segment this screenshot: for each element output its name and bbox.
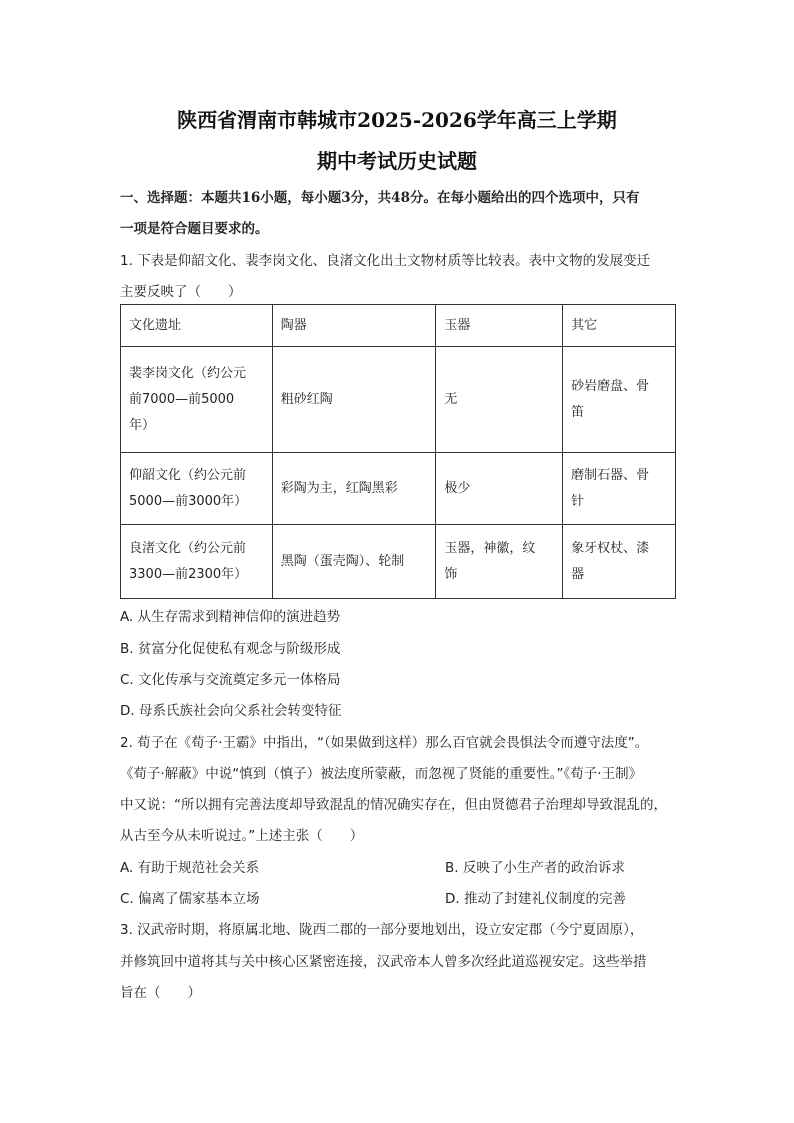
q3-stem-line2: 并修筑回中道将其与关中核心区紧密连接，汉武帝本人曾多次经此道巡视安定。这些举措 <box>120 954 647 970</box>
cell-line: 针 <box>571 493 585 509</box>
cell-line: 仰韶文化（约公元前 <box>129 467 247 483</box>
q1-stem-line1: 1. 下表是仰韶文化、裴李岗文化、良渚文化出土文物材质等比较表。表中文物的发展变迁 <box>120 253 651 269</box>
table-cell-other <box>563 525 676 599</box>
table-cell-jade <box>436 525 563 599</box>
page-subtitle: 期中考试历史试题 <box>317 149 477 173</box>
table-row <box>121 525 676 599</box>
cell-line: 砂岩磨盘、骨 <box>571 378 650 394</box>
q1-stem-line2: 主要反映了（ ） <box>120 284 242 300</box>
table-header-cell: 其它 <box>563 305 676 347</box>
q2-option-c: C. 偏离了儒家基本立场 <box>120 891 260 907</box>
q1-option-a: A. 从生存需求到精神信仰的演进趋势 <box>120 609 341 625</box>
table-cell-pottery <box>272 453 436 525</box>
page-title: 陕西省渭南市韩城市2025-2026学年高三上学期 <box>177 108 617 132</box>
q3-stem-line1: 3. 汉武帝时期，将原属北地、陇西二郡的一部分要地划出，设立安定郡（今宁夏固原）， <box>120 922 644 938</box>
table-cell-pottery <box>272 525 436 599</box>
cell-line: 3300—前2300年） <box>129 566 248 582</box>
q1-option-d: D. 母系氏族社会向父系社会转变特征 <box>120 703 342 719</box>
cell-line: 无 <box>444 391 458 407</box>
cell-line: 年） <box>129 417 156 433</box>
culture-comparison-table <box>120 304 676 599</box>
table-row <box>121 347 676 453</box>
cell-line: 粗砂红陶 <box>280 391 333 407</box>
cell-line: 黑陶（蛋壳陶）、轮制 <box>280 553 405 569</box>
table-cell-jade <box>436 347 563 453</box>
cell-line: 彩陶为主，红陶黑彩 <box>280 480 398 496</box>
q2-stem-line2: 《荀子·解蔽》中说“慎到（慎子）被法度所蒙蔽，而忽视了贤能的重要性。”《荀子·王制》 <box>120 766 643 782</box>
q1-option-b: B. 贫富分化促使私有观念与阶级形成 <box>120 641 341 657</box>
table-header-row <box>121 305 676 347</box>
cell-line: 笛 <box>571 404 585 420</box>
cell-line: 前7000—前5000 <box>129 391 235 407</box>
cell-line: 玉器，神徽，纹 <box>444 540 536 556</box>
cell-line: 象牙权杖、漆 <box>571 540 650 556</box>
q1-option-c: C. 文化传承与交流奠定多元一体格局 <box>120 672 341 688</box>
q2-option-a: A. 有助于规范社会关系 <box>120 860 260 876</box>
cell-line: 器 <box>571 566 585 582</box>
table-cell-site <box>121 525 273 599</box>
q3-stem-line3: 旨在（ ） <box>120 985 201 1001</box>
cell-line: 饰 <box>444 566 458 582</box>
table-cell-other <box>563 347 676 453</box>
cell-line: 磨制石器、骨 <box>571 467 650 483</box>
cell-line: 5000—前3000年） <box>129 493 248 509</box>
section-instructions-line1: 一、选择题：本题共16小题，每小题3分，共48分。在每小题给出的四个选项中，只有 <box>120 190 640 206</box>
q2-option-b: B. 反映了小生产者的政治诉求 <box>445 860 625 876</box>
section-instructions-line2: 一项是符合题目要求的。 <box>120 221 269 237</box>
q2-option-d: D. 推动了封建礼仪制度的完善 <box>445 891 626 907</box>
cell-line: 裴李岗文化（约公元 <box>129 365 247 381</box>
table-cell-pottery <box>272 347 436 453</box>
q2-stem-line3: 中又说：“所以拥有完善法度却导致混乱的情况确实存在，但由贤德君子治理却导致混乱的， <box>120 797 667 813</box>
q2-stem-line1: 2. 荀子在《荀子·王霸》中指出，“（如果做到这样）那么百官就会畏惧法令而遵守法度”。 <box>120 735 649 751</box>
q2-stem-line4: 从古至今从未听说过。”上述主张（ ） <box>120 828 364 844</box>
table-cell-site <box>121 453 273 525</box>
cell-line: 良渚文化（约公元前 <box>129 540 247 556</box>
cell-line: 极少 <box>444 480 471 496</box>
table-cell-jade <box>436 453 563 525</box>
table-header-cell: 文化遗址 <box>121 305 273 347</box>
table-header-cell: 陶器 <box>272 305 436 347</box>
table-cell-other <box>563 453 676 525</box>
table-cell-site <box>121 347 273 453</box>
table-row <box>121 453 676 525</box>
table-header-cell: 玉器 <box>436 305 563 347</box>
